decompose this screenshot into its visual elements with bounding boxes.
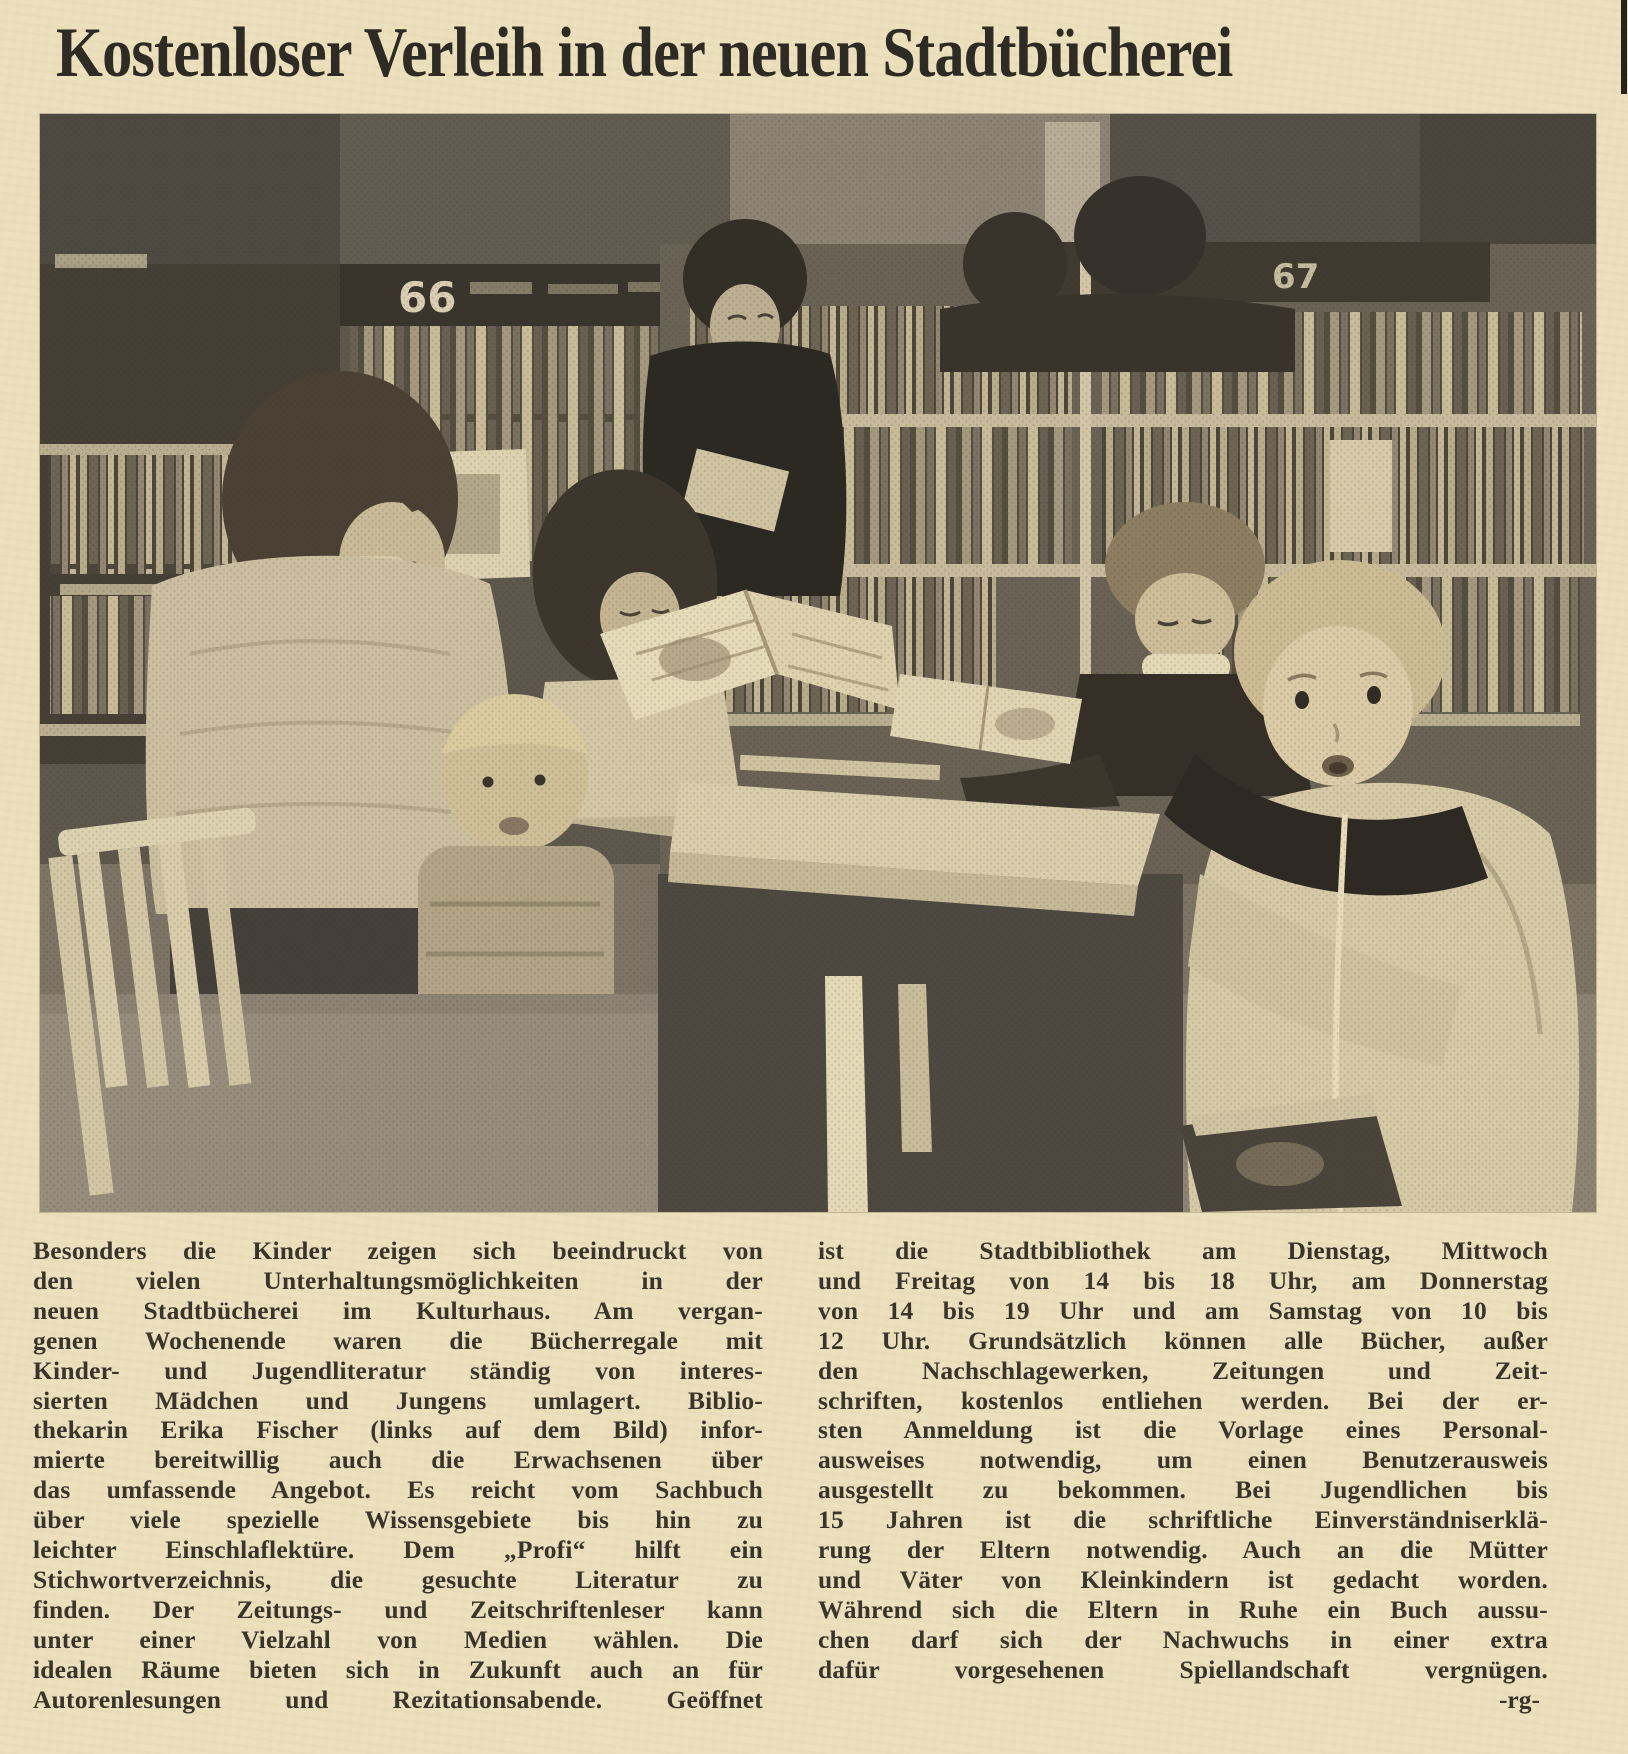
text-line: das umfassende Angebot. Es reicht vom Sachbuch (33, 1475, 763, 1505)
text-line: Stichwortverzeichnis, die gesuchte Literatur zu (33, 1564, 763, 1594)
text-line: Während sich die Eltern in Ruhe ein Buch aussu- (818, 1594, 1548, 1624)
text-line: sten Anmeldung ist die Vorlage eines Personal- (818, 1415, 1548, 1445)
halftone-overlay (40, 114, 1596, 1212)
text-line: ausgestellt zu bekommen. Bei Jugendlichen bis (818, 1475, 1548, 1505)
text-line: von 14 bis 19 Uhr und am Samstag von 10 bis (818, 1295, 1548, 1325)
text-line: finden. Der Zeitungs- und Zeitschriftenleser kann (33, 1594, 763, 1624)
text-line: Besonders die Kinder zeigen sich beeindruckt von (33, 1236, 763, 1265)
adjacent-column-rule (1621, 0, 1627, 94)
text-line: schriften, kostenlos entliehen werden. Bei der er- (818, 1385, 1548, 1415)
text-line: chen darf sich der Nachwuchs in einer extra (818, 1624, 1548, 1654)
text-line: idealen Räume bieten sich in Zukunft auch an für (33, 1654, 763, 1684)
shelf-number-67: 67 (1272, 257, 1320, 297)
text-line: ist die Stadtbibliothek am Dienstag, Mittwoch (818, 1236, 1548, 1265)
text-line: sierten Mädchen und Jungens umlagert. Biblio- (33, 1385, 763, 1415)
text-line: unter einer Vielzahl von Medien wählen. Die (33, 1624, 763, 1654)
text-line: neuen Stadtbücherei im Kulturhaus. Am vergan- (33, 1295, 763, 1325)
article-body (33, 1236, 1548, 1715)
text-line: dafür vorgesehenen Spiellandschaft vergnügen. (818, 1654, 1548, 1684)
text-line: thekarin Erika Fischer (links auf dem Bild) infor- (33, 1415, 763, 1445)
text-line: Kinder- und Jugendliteratur ständig von interes- (33, 1355, 763, 1385)
text-line: den vielen Unterhaltungsmöglichkeiten in der (33, 1265, 763, 1295)
library-scene (40, 114, 1596, 1212)
text-line: den Nachschlagewerken, Zeitungen und Zeit- (818, 1355, 1548, 1385)
article-column-1 (33, 1236, 763, 1715)
text-line: 15 Jahren ist die schriftliche Einverständniserklä- (818, 1505, 1548, 1535)
text-line: über viele spezielle Wissensgebiete bis hin zu (33, 1505, 763, 1535)
article-photo (40, 114, 1596, 1212)
text-line: leichter Einschlaflektüre. Dem „Profi“ hilft ein (33, 1535, 763, 1565)
article-column-2 (818, 1236, 1548, 1715)
text-line: und Väter von Kleinkindern ist gedacht worden. (818, 1564, 1548, 1594)
text-line: 12 Uhr. Grundsätzlich können alle Bücher, außer (818, 1325, 1548, 1355)
text-line: und Freitag von 14 bis 18 Uhr, am Donnerstag (818, 1265, 1548, 1295)
text-line: rung der Eltern notwendig. Auch an die Mütter (818, 1535, 1548, 1565)
headline: Kostenloser Verleih in der neuen Stadtbücherei (56, 14, 1233, 92)
shelf-number-66: 66 (398, 273, 457, 322)
text-line: ausweises notwendig, um einen Benutzerausweis (818, 1445, 1548, 1475)
byline: -rg- (1498, 1684, 1540, 1714)
text-line: mierte bereitwillig auch die Erwachsenen über (33, 1445, 763, 1475)
article-column-2-lines (818, 1236, 1548, 1685)
text-line: genen Wochenende waren die Bücherregale mit (33, 1325, 763, 1355)
text-line: Autorenlesungen und Rezitationsabende. Geöffnet (33, 1684, 763, 1714)
